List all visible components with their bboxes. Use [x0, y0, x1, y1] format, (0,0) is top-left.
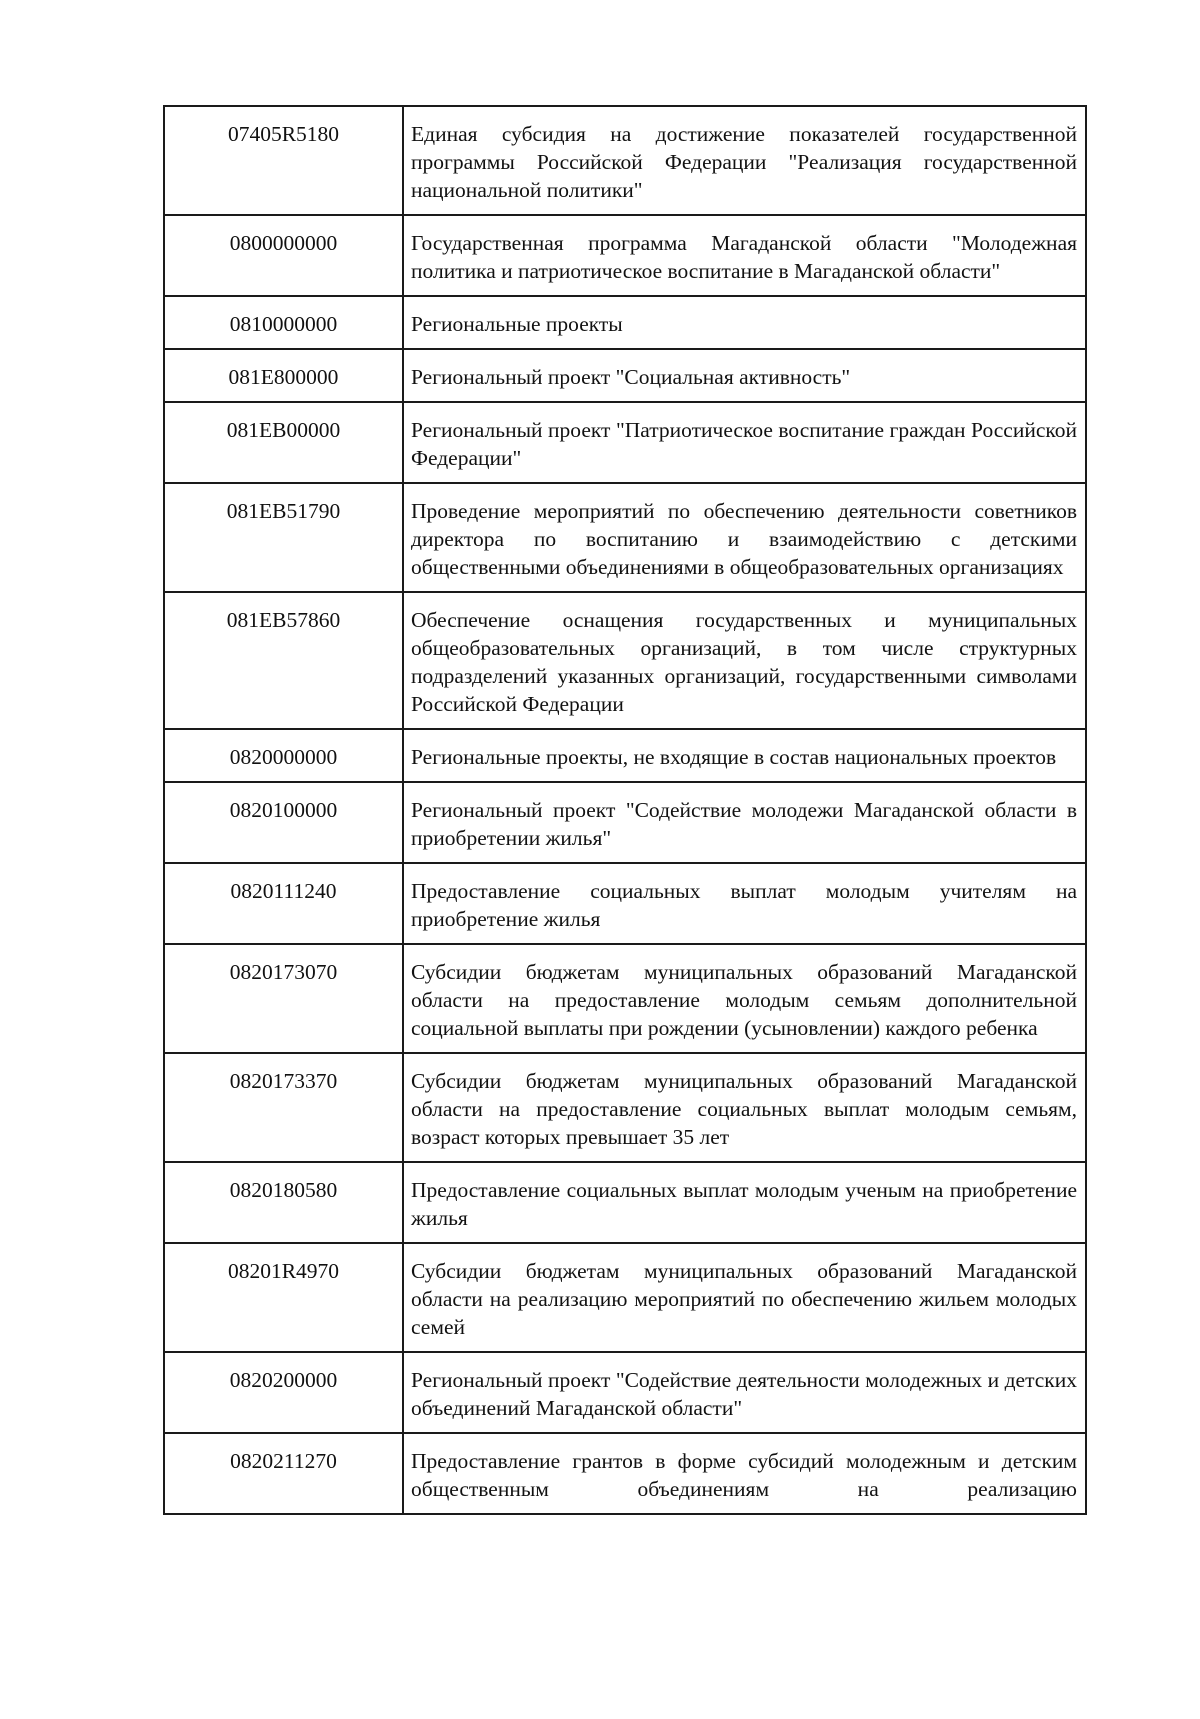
table-row — [164, 1433, 1086, 1514]
table-row — [164, 483, 1086, 592]
code-cell: 081EB57860 — [164, 592, 403, 729]
description-cell: Субсидии бюджетам муниципальных образований Магаданской области на предоставление молодым семьям дополнительной социальной выплаты при рождении (усыновлении) каждого ребенка — [403, 944, 1086, 1053]
table-row — [164, 349, 1086, 402]
table-row — [164, 863, 1086, 944]
description-cell: Предоставление грантов в форме субсидий молодежным и детским общественным объединениям на реализацию — [403, 1433, 1086, 1514]
code-cell: 081EB00000 — [164, 402, 403, 483]
table-row — [164, 729, 1086, 782]
budget-classification-table — [163, 105, 1087, 1515]
code-cell: 0820211270 — [164, 1433, 403, 1514]
description-cell: Предоставление социальных выплат молодым учителям на приобретение жилья — [403, 863, 1086, 944]
code-cell: 0820000000 — [164, 729, 403, 782]
code-cell: 0810000000 — [164, 296, 403, 349]
table-row — [164, 296, 1086, 349]
table-row — [164, 1162, 1086, 1243]
description-cell: Обеспечение оснащения государственных и муниципальных общеобразовательных организаций, в том числе структурных подразделений указанных организаций, государственными символами Российской Федерации — [403, 592, 1086, 729]
code-cell: 07405R5180 — [164, 106, 403, 215]
description-cell: Региональный проект "Социальная активность" — [403, 349, 1086, 402]
description-cell: Проведение мероприятий по обеспечению деятельности советников директора по воспитанию и взаимодействию с детскими общественными объединениями в общеобразовательных организациях — [403, 483, 1086, 592]
table-row — [164, 1243, 1086, 1352]
table-row — [164, 944, 1086, 1053]
table-row — [164, 106, 1086, 215]
table-row — [164, 782, 1086, 863]
code-cell: 0820100000 — [164, 782, 403, 863]
description-cell: Субсидии бюджетам муниципальных образований Магаданской области на предоставление социальных выплат молодым семьям, возраст которых превышает 35 лет — [403, 1053, 1086, 1162]
code-cell: 0820180580 — [164, 1162, 403, 1243]
description-cell: Субсидии бюджетам муниципальных образований Магаданской области на реализацию мероприятий по обеспечению жильем молодых семей — [403, 1243, 1086, 1352]
table-row — [164, 215, 1086, 296]
description-cell: Государственная программа Магаданской области "Молодежная политика и патриотическое воспитание в Магаданской области" — [403, 215, 1086, 296]
description-cell: Региональный проект "Патриотическое воспитание граждан Российской Федерации" — [403, 402, 1086, 483]
description-cell: Предоставление социальных выплат молодым ученым на приобретение жилья — [403, 1162, 1086, 1243]
code-cell: 0820111240 — [164, 863, 403, 944]
code-cell: 0820173070 — [164, 944, 403, 1053]
code-cell: 081E800000 — [164, 349, 403, 402]
description-cell: Региональный проект "Содействие деятельности молодежных и детских объединений Магаданской области" — [403, 1352, 1086, 1433]
code-cell: 0800000000 — [164, 215, 403, 296]
table-row — [164, 592, 1086, 729]
table-row — [164, 1352, 1086, 1433]
description-cell: Единая субсидия на достижение показателей государственной программы Российской Федерации "Реализация государственной национальной политики" — [403, 106, 1086, 215]
description-cell: Региональные проекты, не входящие в состав национальных проектов — [403, 729, 1086, 782]
code-cell: 081EB51790 — [164, 483, 403, 592]
description-cell: Региональные проекты — [403, 296, 1086, 349]
table-row — [164, 402, 1086, 483]
code-cell: 08201R4970 — [164, 1243, 403, 1352]
code-cell: 0820200000 — [164, 1352, 403, 1433]
code-cell: 0820173370 — [164, 1053, 403, 1162]
description-cell: Региональный проект "Содействие молодежи Магаданской области в приобретении жилья" — [403, 782, 1086, 863]
table-row — [164, 1053, 1086, 1162]
